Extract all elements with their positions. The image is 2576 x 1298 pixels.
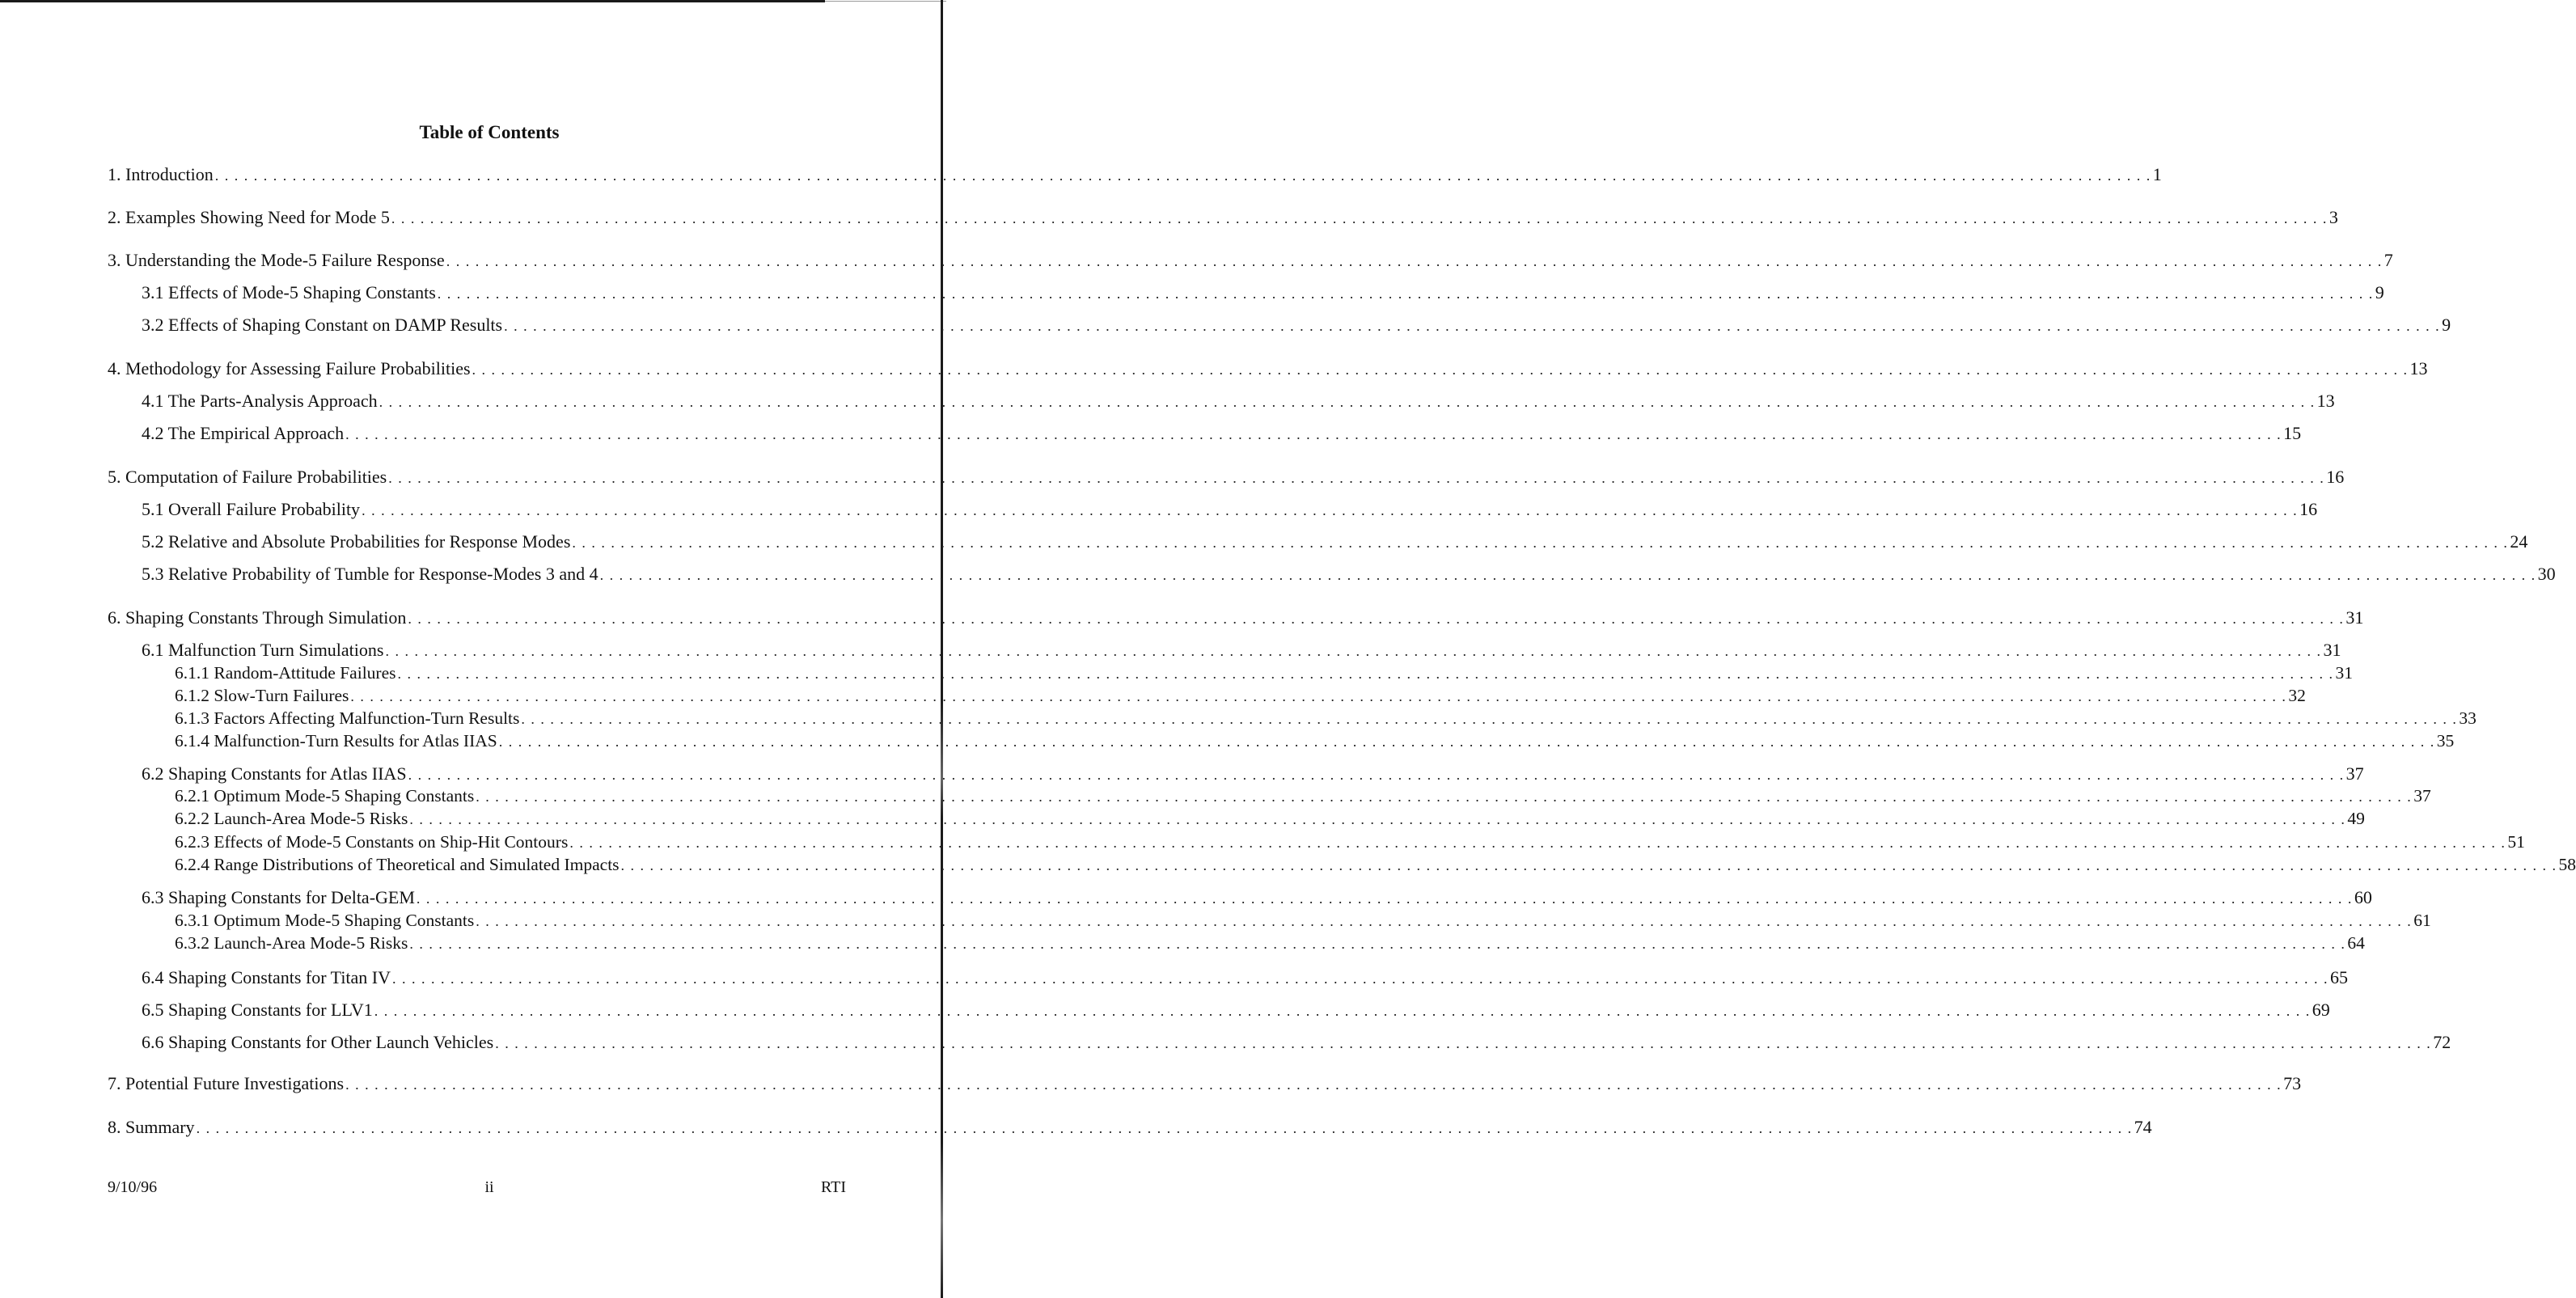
toc-entry-page: 31: [2345, 607, 2364, 628]
toc-entry[interactable]: [142, 640, 2341, 662]
dot-leader: . . . . . . . . . . . . . . . . . . . . . . . . . . . . . . . . . . . . . . . . . . . . . . . . . . . . . . . . . . . . . . . . . . . . . . . . . . . . . . . . . . . . . . . . . . . . . . . . . . . . . . . . . . . . . . . . . . . . . . . . . . . . . . . . . . . . . . . . . . . . . . . . . . . . . . . . . . . . . . . . . . . . . . . . . . . . . . . . . . . . . . . . . . . . . . . . . . . . . . . .: [374, 1003, 2311, 1019]
toc-entry[interactable]: [142, 531, 2528, 554]
toc-entry-page: 64: [2347, 933, 2365, 953]
toc-entry-label: 5.2 Relative and Absolute Probabilities for Response Modes: [142, 531, 571, 552]
toc-entry-page: 72: [2433, 1032, 2451, 1052]
dot-leader: . . . . . . . . . . . . . . . . . . . . . . . . . . . . . . . . . . . . . . . . . . . . . . . . . . . . . . . . . . . . . . . . . . . . . . . . . . . . . . . . . . . . . . . . . . . . . . . . . . . . . . . . . . . . . . . . . . . . . . . . . . . . . . . . . . . . . . . . . . . . . . . . . . . . . . . . . . . . . . . . . . . . . . . . . . . . . . . . . . . . . . . . . . . . . . . . . . . . . . . .: [397, 666, 2334, 682]
dot-leader: . . . . . . . . . . . . . . . . . . . . . . . . . . . . . . . . . . . . . . . . . . . . . . . . . . . . . . . . . . . . . . . . . . . . . . . . . . . . . . . . . . . . . . . . . . . . . . . . . . . . . . . . . . . . . . . . . . . . . . . . . . . . . . . . . . . . . . . . . . . . . . . . . . . . . . . . . . . . . . . . . . . . . . . . . . . . . . . . . . . . . . . . . . . . . . . . . . . . . . . .: [409, 936, 2346, 952]
toc-entry-page: 7: [2384, 250, 2393, 270]
dot-leader: . . . . . . . . . . . . . . . . . . . . . . . . . . . . . . . . . . . . . . . . . . . . . . . . . . . . . . . . . . . . . . . . . . . . . . . . . . . . . . . . . . . . . . . . . . . . . . . . . . . . . . . . . . . . . . . . . . . . . . . . . . . . . . . . . . . . . . . . . . . . . . . . . . . . . . . . . . . . . . . . . . . . . . . . . . . . . . . . . . . . . . . . . . . . . . . . . . . . . . . .: [345, 426, 2282, 442]
toc-entry[interactable]: [142, 315, 2451, 337]
toc-entry-page: 58: [2558, 855, 2576, 874]
toc-entry-label: 4. Methodology for Assessing Failure Probabilities: [108, 358, 471, 378]
toc-entry[interactable]: [175, 686, 2306, 708]
dot-leader: . . . . . . . . . . . . . . . . . . . . . . . . . . . . . . . . . . . . . . . . . . . . . . . . . . . . . . . . . . . . . . . . . . . . . . . . . . . . . . . . . . . . . . . . . . . . . . . . . . . . . . . . . . . . . . . . . . . . . . . . . . . . . . . . . . . . . . . . . . . . . . . . . . . . . . . . . . . . . . . . . . . . . . . . . . . . . . . . . . . . . . . . . . . . . . . . . . . . . . . .: [521, 711, 2458, 727]
toc-entry-label: 6.1.2 Slow-Turn Failures: [175, 686, 349, 705]
toc-entry-label: 6.3 Shaping Constants for Delta-GEM: [142, 887, 415, 907]
toc-entry-label: 3.1 Effects of Mode-5 Shaping Constants: [142, 282, 436, 302]
dot-leader: . . . . . . . . . . . . . . . . . . . . . . . . . . . . . . . . . . . . . . . . . . . . . . . . . . . . . . . . . . . . . . . . . . . . . . . . . . . . . . . . . . . . . . . . . . . . . . . . . . . . . . . . . . . . . . . . . . . . . . . . . . . . . . . . . . . . . . . . . . . . . . . . . . . . . . . . . . . . . . . . . . . . . . . . . . . . . . . . . . . . . . . . . . . . . . . . . . . . . . . .: [620, 857, 2557, 873]
toc-entry-page: 3: [2329, 207, 2338, 227]
toc-entry[interactable]: [142, 1032, 2451, 1055]
toc-entry-page: 69: [2312, 1000, 2330, 1020]
toc-entry-page: 65: [2330, 967, 2349, 987]
toc-entry-label: 6.3.2 Launch-Area Mode-5 Risks: [175, 933, 408, 953]
toc-entry-label: 6.2.2 Launch-Area Mode-5 Risks: [175, 809, 408, 828]
toc-entry-label: 4.1 The Parts-Analysis Approach: [142, 391, 378, 411]
dot-leader: . . . . . . . . . . . . . . . . . . . . . . . . . . . . . . . . . . . . . . . . . . . . . . . . . . . . . . . . . . . . . . . . . . . . . . . . . . . . . . . . . . . . . . . . . . . . . . . . . . . . . . . . . . . . . . . . . . . . . . . . . . . . . . . . . . . . . . . . . . . . . . . . . . . . . . . . . . . . . . . . . . . . . . . . . . . . . . . . . . . . . . . . . . . . . . . . . . . . . . . .: [408, 611, 2345, 627]
dot-leader: . . . . . . . . . . . . . . . . . . . . . . . . . . . . . . . . . . . . . . . . . . . . . . . . . . . . . . . . . . . . . . . . . . . . . . . . . . . . . . . . . . . . . . . . . . . . . . . . . . . . . . . . . . . . . . . . . . . . . . . . . . . . . . . . . . . . . . . . . . . . . . . . . . . . . . . . . . . . . . . . . . . . . . . . . . . . . . . . . . . . . . . . . . . . . . . . . . . . . . . .: [379, 394, 2316, 410]
toc-entry-page: 74: [2134, 1117, 2152, 1137]
toc-entry[interactable]: [142, 391, 2335, 413]
toc-entry[interactable]: [175, 832, 2525, 855]
dot-leader: . . . . . . . . . . . . . . . . . . . . . . . . . . . . . . . . . . . . . . . . . . . . . . . . . . . . . . . . . . . . . . . . . . . . . . . . . . . . . . . . . . . . . . . . . . . . . . . . . . . . . . . . . . . . . . . . . . . . . . . . . . . . . . . . . . . . . . . . . . . . . . . . . . . . . . . . . . . . . . . . . . . . . . . . . . . . . . . . . . . . . . . . . . . . . . . . . . . . . . . .: [362, 502, 2299, 518]
toc-entry[interactable]: [108, 467, 2345, 489]
scan-edge-top-faint: [825, 1, 946, 2]
toc-entry-label: 6.6 Shaping Constants for Other Launch Vehicles: [142, 1032, 494, 1052]
dot-leader: . . . . . . . . . . . . . . . . . . . . . . . . . . . . . . . . . . . . . . . . . . . . . . . . . . . . . . . . . . . . . . . . . . . . . . . . . . . . . . . . . . . . . . . . . . . . . . . . . . . . . . . . . . . . . . . . . . . . . . . . . . . . . . . . . . . . . . . . . . . . . . . . . . . . . . . . . . . . . . . . . . . . . . . . . . . . . . . . . . . . . . . . . . . . . . . . . . . . . . . .: [408, 767, 2345, 783]
toc-entry[interactable]: [108, 358, 2428, 381]
toc-entry[interactable]: [175, 933, 2365, 956]
page-title: Table of Contents: [419, 122, 560, 142]
toc-entry[interactable]: [142, 499, 2318, 522]
toc-entry[interactable]: [142, 967, 2349, 990]
dot-leader: . . . . . . . . . . . . . . . . . . . . . . . . . . . . . . . . . . . . . . . . . . . . . . . . . . . . . . . . . . . . . . . . . . . . . . . . . . . . . . . . . . . . . . . . . . . . . . . . . . . . . . . . . . . . . . . . . . . . . . . . . . . . . . . . . . . . . . . . . . . . . . . . . . . . . . . . . . . . . . . . . . . . . . . . . . . . . . . . . . . . . . . . . . . . . . . . . . . . . . . .: [572, 535, 2509, 551]
toc-entry-label: 6.1.4 Malfunction-Turn Results for Atlas IIAS: [175, 731, 497, 750]
toc-entry[interactable]: [175, 731, 2455, 754]
footer-page-number: ii: [484, 1178, 494, 1196]
toc-entry-page: 31: [2323, 640, 2341, 660]
toc-entry-page: 13: [2409, 358, 2428, 378]
dot-leader: . . . . . . . . . . . . . . . . . . . . . . . . . . . . . . . . . . . . . . . . . . . . . . . . . . . . . . . . . . . . . . . . . . . . . . . . . . . . . . . . . . . . . . . . . . . . . . . . . . . . . . . . . . . . . . . . . . . . . . . . . . . . . . . . . . . . . . . . . . . . . . . . . . . . . . . . . . . . . . . . . . . . . . . . . . . . . . . . . . . . . . . . . . . . . . . . . . . . . . . .: [409, 811, 2346, 827]
dot-leader: . . . . . . . . . . . . . . . . . . . . . . . . . . . . . . . . . . . . . . . . . . . . . . . . . . . . . . . . . . . . . . . . . . . . . . . . . . . . . . . . . . . . . . . . . . . . . . . . . . . . . . . . . . . . . . . . . . . . . . . . . . . . . . . . . . . . . . . . . . . . . . . . . . . . . . . . . . . . . . . . . . . . . . . . . . . . . . . . . . . . . . . . . . . . . . . . . . . . . . . .: [498, 734, 2435, 750]
toc-entry-page: 15: [2283, 423, 2302, 443]
toc-entry[interactable]: [108, 250, 2393, 273]
toc-entry[interactable]: [175, 855, 2576, 877]
toc-entry-label: 6.4 Shaping Constants for Titan IV: [142, 967, 391, 987]
dot-leader: . . . . . . . . . . . . . . . . . . . . . . . . . . . . . . . . . . . . . . . . . . . . . . . . . . . . . . . . . . . . . . . . . . . . . . . . . . . . . . . . . . . . . . . . . . . . . . . . . . . . . . . . . . . . . . . . . . . . . . . . . . . . . . . . . . . . . . . . . . . . . . . . . . . . . . . . . . . . . . . . . . . . . . . . . . . . . . . . . . . . . . . . . . . . . . . . . . . . . . . .: [504, 318, 2441, 334]
toc-entry-label: 6.1.1 Random-Attitude Failures: [175, 663, 396, 683]
toc-entry-label: 5. Computation of Failure Probabilities: [108, 467, 387, 487]
footer-org: RTI: [820, 1178, 846, 1196]
toc-entry[interactable]: [142, 423, 2302, 446]
dot-leader: . . . . . . . . . . . . . . . . . . . . . . . . . . . . . . . . . . . . . . . . . . . . . . . . . . . . . . . . . . . . . . . . . . . . . . . . . . . . . . . . . . . . . . . . . . . . . . . . . . . . . . . . . . . . . . . . . . . . . . . . . . . . . . . . . . . . . . . . . . . . . . . . . . . . . . . . . . . . . . . . . . . . . . . . . . . . . . . . . . . . . . . . . . . . . . . . . . . . . . . .: [446, 253, 2383, 269]
toc-entry-label: 3.2 Effects of Shaping Constant on DAMP Results: [142, 315, 503, 335]
toc-entry[interactable]: [108, 164, 2162, 187]
toc-entry-page: 9: [2442, 315, 2451, 335]
toc-entry[interactable]: [175, 663, 2353, 686]
dot-leader: . . . . . . . . . . . . . . . . . . . . . . . . . . . . . . . . . . . . . . . . . . . . . . . . . . . . . . . . . . . . . . . . . . . . . . . . . . . . . . . . . . . . . . . . . . . . . . . . . . . . . . . . . . . . . . . . . . . . . . . . . . . . . . . . . . . . . . . . . . . . . . . . . . . . . . . . . . . . . . . . . . . . . . . . . . . . . . . . . . . . . . . . . . . . . . . . . . . . . . . .: [472, 361, 2409, 378]
dot-leader: . . . . . . . . . . . . . . . . . . . . . . . . . . . . . . . . . . . . . . . . . . . . . . . . . . . . . . . . . . . . . . . . . . . . . . . . . . . . . . . . . . . . . . . . . . . . . . . . . . . . . . . . . . . . . . . . . . . . . . . . . . . . . . . . . . . . . . . . . . . . . . . . . . . . . . . . . . . . . . . . . . . . . . . . . . . . . . . . . . . . . . . . . . . . . . . . . . . . . . . .: [476, 789, 2413, 805]
toc-entry[interactable]: [175, 786, 2431, 809]
toc-entry-label: 6.1.3 Factors Affecting Malfunction-Turn Results: [175, 708, 520, 728]
toc-entry-label: 5.3 Relative Probability of Tumble for Response-Modes 3 and 4: [142, 564, 599, 584]
dot-leader: . . . . . . . . . . . . . . . . . . . . . . . . . . . . . . . . . . . . . . . . . . . . . . . . . . . . . . . . . . . . . . . . . . . . . . . . . . . . . . . . . . . . . . . . . . . . . . . . . . . . . . . . . . . . . . . . . . . . . . . . . . . . . . . . . . . . . . . . . . . . . . . . . . . . . . . . . . . . . . . . . . . . . . . . . . . . . . . . . . . . . . . . . . . . . . . . . . . . . . . .: [569, 835, 2506, 851]
toc-entry-label: 6. Shaping Constants Through Simulation: [108, 607, 407, 628]
toc-entry-page: 33: [2459, 708, 2477, 728]
toc-entry-label: 5.1 Overall Failure Probability: [142, 499, 361, 519]
toc-entry[interactable]: [175, 911, 2431, 933]
toc-entry-page: 32: [2288, 686, 2306, 705]
toc-entry-label: 3. Understanding the Mode-5 Failure Response: [108, 250, 445, 270]
toc-entry-label: 6.2 Shaping Constants for Atlas IIAS: [142, 763, 407, 784]
dot-leader: . . . . . . . . . . . . . . . . . . . . . . . . . . . . . . . . . . . . . . . . . . . . . . . . . . . . . . . . . . . . . . . . . . . . . . . . . . . . . . . . . . . . . . . . . . . . . . . . . . . . . . . . . . . . . . . . . . . . . . . . . . . . . . . . . . . . . . . . . . . . . . . . . . . . . . . . . . . . . . . . . . . . . . . . . . . . . . . . . . . . . . . . . . . . . . . . . . . . . . . .: [495, 1035, 2432, 1051]
toc-entry-page: 16: [2299, 499, 2318, 519]
toc-entry-page: 24: [2510, 531, 2528, 552]
dot-leader: . . . . . . . . . . . . . . . . . . . . . . . . . . . . . . . . . . . . . . . . . . . . . . . . . . . . . . . . . . . . . . . . . . . . . . . . . . . . . . . . . . . . . . . . . . . . . . . . . . . . . . . . . . . . . . . . . . . . . . . . . . . . . . . . . . . . . . . . . . . . . . . . . . . . . . . . . . . . . . . . . . . . . . . . . . . . . . . . . . . . . . . . . . . . . . . . . . . . . . . .: [385, 643, 2322, 659]
toc-entry[interactable]: [108, 607, 2364, 630]
toc-entry-page: 30: [2537, 564, 2556, 584]
toc-entry-label: 6.2.4 Range Distributions of Theoretical and Simulated Impacts: [175, 855, 620, 874]
toc-entry[interactable]: [108, 1073, 2302, 1096]
dot-leader: . . . . . . . . . . . . . . . . . . . . . . . . . . . . . . . . . . . . . . . . . . . . . . . . . . . . . . . . . . . . . . . . . . . . . . . . . . . . . . . . . . . . . . . . . . . . . . . . . . . . . . . . . . . . . . . . . . . . . . . . . . . . . . . . . . . . . . . . . . . . . . . . . . . . . . . . . . . . . . . . . . . . . . . . . . . . . . . . . . . . . . . . . . . . . . . . . . . . . . . .: [196, 1120, 2133, 1136]
toc-entry-page: 1: [2152, 164, 2162, 184]
dot-leader: . . . . . . . . . . . . . . . . . . . . . . . . . . . . . . . . . . . . . . . . . . . . . . . . . . . . . . . . . . . . . . . . . . . . . . . . . . . . . . . . . . . . . . . . . . . . . . . . . . . . . . . . . . . . . . . . . . . . . . . . . . . . . . . . . . . . . . . . . . . . . . . . . . . . . . . . . . . . . . . . . . . . . . . . . . . . . . . . . . . . . . . . . . . . . . . . . . . . . . . .: [214, 167, 2151, 184]
toc-entry[interactable]: [175, 708, 2477, 731]
toc-entry-page: 31: [2335, 663, 2353, 683]
toc-entry[interactable]: [142, 763, 2364, 786]
toc-entry-label: 1. Introduction: [108, 164, 214, 184]
dot-leader: . . . . . . . . . . . . . . . . . . . . . . . . . . . . . . . . . . . . . . . . . . . . . . . . . . . . . . . . . . . . . . . . . . . . . . . . . . . . . . . . . . . . . . . . . . . . . . . . . . . . . . . . . . . . . . . . . . . . . . . . . . . . . . . . . . . . . . . . . . . . . . . . . . . . . . . . . . . . . . . . . . . . . . . . . . . . . . . . . . . . . . . . . . . . . . . . . . . . . . . .: [599, 567, 2536, 583]
toc-entry-label: 4.2 The Empirical Approach: [142, 423, 345, 443]
dot-leader: . . . . . . . . . . . . . . . . . . . . . . . . . . . . . . . . . . . . . . . . . . . . . . . . . . . . . . . . . . . . . . . . . . . . . . . . . . . . . . . . . . . . . . . . . . . . . . . . . . . . . . . . . . . . . . . . . . . . . . . . . . . . . . . . . . . . . . . . . . . . . . . . . . . . . . . . . . . . . . . . . . . . . . . . . . . . . . . . . . . . . . . . . . . . . . . . . . . . . . . .: [392, 970, 2329, 987]
toc-entry-page: 51: [2507, 832, 2525, 852]
dot-leader: . . . . . . . . . . . . . . . . . . . . . . . . . . . . . . . . . . . . . . . . . . . . . . . . . . . . . . . . . . . . . . . . . . . . . . . . . . . . . . . . . . . . . . . . . . . . . . . . . . . . . . . . . . . . . . . . . . . . . . . . . . . . . . . . . . . . . . . . . . . . . . . . . . . . . . . . . . . . . . . . . . . . . . . . . . . . . . . . . . . . . . . . . . . . . . . . . . . . . . . .: [476, 913, 2413, 929]
dot-leader: . . . . . . . . . . . . . . . . . . . . . . . . . . . . . . . . . . . . . . . . . . . . . . . . . . . . . . . . . . . . . . . . . . . . . . . . . . . . . . . . . . . . . . . . . . . . . . . . . . . . . . . . . . . . . . . . . . . . . . . . . . . . . . . . . . . . . . . . . . . . . . . . . . . . . . . . . . . . . . . . . . . . . . . . . . . . . . . . . . . . . . . . . . . . . . . . . . . . . . . .: [416, 890, 2353, 907]
toc-entry[interactable]: [108, 207, 2338, 230]
dot-leader: . . . . . . . . . . . . . . . . . . . . . . . . . . . . . . . . . . . . . . . . . . . . . . . . . . . . . . . . . . . . . . . . . . . . . . . . . . . . . . . . . . . . . . . . . . . . . . . . . . . . . . . . . . . . . . . . . . . . . . . . . . . . . . . . . . . . . . . . . . . . . . . . . . . . . . . . . . . . . . . . . . . . . . . . . . . . . . . . . . . . . . . . . . . . . . . . . . . . . . . .: [350, 688, 2287, 704]
toc-entry[interactable]: [142, 887, 2372, 910]
dot-leader: . . . . . . . . . . . . . . . . . . . . . . . . . . . . . . . . . . . . . . . . . . . . . . . . . . . . . . . . . . . . . . . . . . . . . . . . . . . . . . . . . . . . . . . . . . . . . . . . . . . . . . . . . . . . . . . . . . . . . . . . . . . . . . . . . . . . . . . . . . . . . . . . . . . . . . . . . . . . . . . . . . . . . . . . . . . . . . . . . . . . . . . . . . . . . . . . . . . . . . . .: [345, 1076, 2282, 1093]
toc-entry-page: 9: [2375, 282, 2384, 302]
toc-entry[interactable]: [175, 809, 2365, 831]
toc-entry[interactable]: [142, 282, 2384, 305]
toc-entry-page: 60: [2354, 887, 2372, 907]
toc-entry-label: 6.2.3 Effects of Mode-5 Constants on Ship-Hit Contours: [175, 832, 569, 852]
toc-entry[interactable]: [142, 1000, 2330, 1022]
toc-entry-label: 6.1 Malfunction Turn Simulations: [142, 640, 384, 660]
dot-leader: . . . . . . . . . . . . . . . . . . . . . . . . . . . . . . . . . . . . . . . . . . . . . . . . . . . . . . . . . . . . . . . . . . . . . . . . . . . . . . . . . . . . . . . . . . . . . . . . . . . . . . . . . . . . . . . . . . . . . . . . . . . . . . . . . . . . . . . . . . . . . . . . . . . . . . . . . . . . . . . . . . . . . . . . . . . . . . . . . . . . . . . . . . . . . . . . . . . . . . . .: [388, 470, 2325, 486]
toc-entry-label: 7. Potential Future Investigations: [108, 1073, 345, 1093]
toc-entry-page: 35: [2436, 731, 2455, 750]
toc-entry-label: 8. Summary: [108, 1117, 195, 1137]
toc-entry-label: 2. Examples Showing Need for Mode 5: [108, 207, 390, 227]
toc-entry-page: 49: [2347, 809, 2365, 828]
toc-entry-page: 16: [2326, 467, 2345, 487]
footer-date: 9/10/96: [108, 1178, 158, 1196]
scan-edge-top: [0, 0, 825, 2]
toc-entry[interactable]: [142, 564, 2556, 586]
toc-entry-page: 37: [2345, 763, 2364, 784]
toc-entry-page: 73: [2283, 1073, 2302, 1093]
dot-leader: . . . . . . . . . . . . . . . . . . . . . . . . . . . . . . . . . . . . . . . . . . . . . . . . . . . . . . . . . . . . . . . . . . . . . . . . . . . . . . . . . . . . . . . . . . . . . . . . . . . . . . . . . . . . . . . . . . . . . . . . . . . . . . . . . . . . . . . . . . . . . . . . . . . . . . . . . . . . . . . . . . . . . . . . . . . . . . . . . . . . . . . . . . . . . . . . . . . . . . . .: [437, 285, 2374, 302]
toc-entry[interactable]: [108, 1117, 2152, 1139]
toc-entry-label: 6.5 Shaping Constants for LLV1: [142, 1000, 373, 1020]
toc-entry-label: 6.3.1 Optimum Mode-5 Shaping Constants: [175, 911, 475, 930]
toc-entry-page: 61: [2413, 911, 2431, 930]
toc-entry-page: 13: [2316, 391, 2335, 411]
toc-entry-label: 6.2.1 Optimum Mode-5 Shaping Constants: [175, 786, 475, 805]
dot-leader: . . . . . . . . . . . . . . . . . . . . . . . . . . . . . . . . . . . . . . . . . . . . . . . . . . . . . . . . . . . . . . . . . . . . . . . . . . . . . . . . . . . . . . . . . . . . . . . . . . . . . . . . . . . . . . . . . . . . . . . . . . . . . . . . . . . . . . . . . . . . . . . . . . . . . . . . . . . . . . . . . . . . . . . . . . . . . . . . . . . . . . . . . . . . . . . . . . . . . . . .: [391, 210, 2328, 226]
toc-entry-page: 37: [2413, 786, 2431, 805]
